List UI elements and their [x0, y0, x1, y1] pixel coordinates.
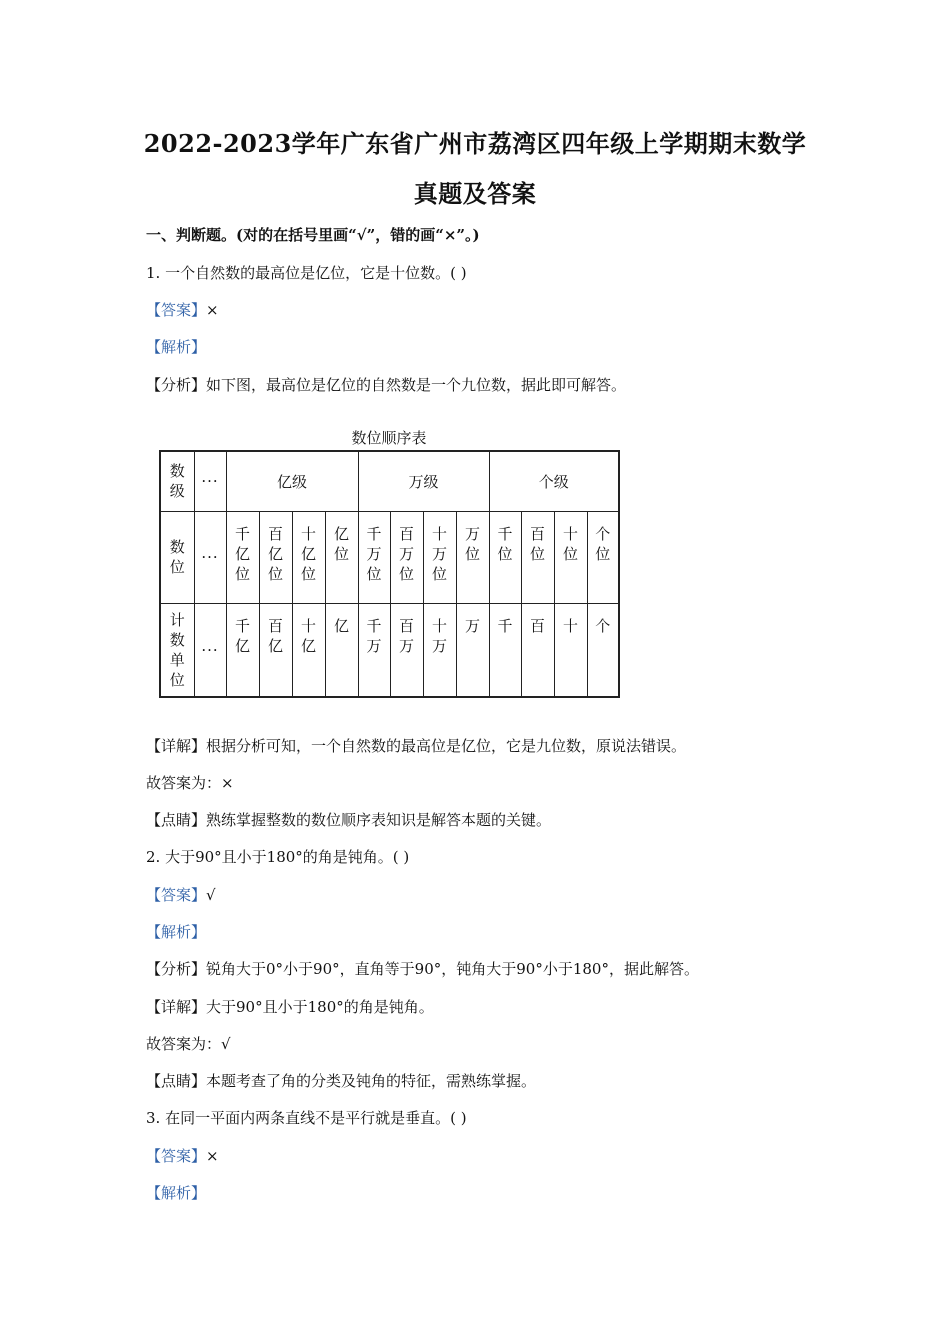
dianjing-tag: 【点睛】	[146, 1072, 207, 1090]
place-cell: 十万位	[432, 524, 448, 583]
answer-tag: 【答案】	[146, 1147, 207, 1165]
fenxi-text: 锐角大于0°小于90°，直角等于90°，钝角大于90°小于180°，据此解答。	[206, 960, 699, 978]
xiangjie-tag: 【详解】	[146, 737, 207, 755]
unit-cell: 百万	[399, 616, 415, 655]
q3-answer	[146, 1145, 219, 1166]
q2-answer	[146, 884, 216, 905]
q3-question: 3. 在同一平面内两条直线不是平行就是垂直。( )	[146, 1109, 467, 1127]
q2-question: 2. 大于90°且小于180°的角是钝角。( )	[146, 848, 410, 866]
q2-xiangjie	[146, 996, 434, 1017]
answer-value: √	[206, 886, 216, 904]
dianjing-tag: 【点睛】	[146, 811, 207, 829]
table-row-levels	[160, 451, 619, 511]
ellipsis: ···	[194, 603, 226, 697]
unit-cell: 百亿	[268, 616, 284, 655]
place-cell: 百亿位	[268, 524, 284, 583]
q1-xiangjie	[146, 735, 686, 756]
unit-cell: 百	[530, 616, 546, 635]
xiangjie-text: 大于90°且小于180°的角是钝角。	[206, 998, 434, 1016]
q1-jiexi-tag: 【解析】	[146, 338, 207, 356]
answer-tag: 【答案】	[146, 886, 207, 904]
dianjing-text: 熟练掌握整数的数位顺序表知识是解答本题的关键。	[206, 811, 552, 829]
table-row-places	[160, 511, 619, 603]
unit-cell: 亿	[334, 616, 350, 635]
xiangjie-text: 根据分析可知，一个自然数的最高位是亿位，它是九位数，原说法错误。	[206, 737, 687, 755]
row-label-unit: 计数单位	[169, 610, 185, 689]
q1-question: 1. 一个自然数的最高位是亿位，它是十位数。( )	[146, 264, 467, 282]
q1-dianjing	[146, 809, 551, 830]
fenxi-text: 如下图，最高位是亿位的自然数是一个九位数，据此即可解答。	[206, 376, 627, 394]
title-line-2: 真题及答案	[413, 179, 537, 208]
q1-final-answer: 故答案为：×	[146, 774, 234, 792]
fenxi-tag: 【分析】	[146, 960, 207, 978]
place-cell: 亿位	[334, 524, 350, 563]
unit-cell: 十万	[432, 616, 448, 655]
unit-cell: 十	[563, 616, 579, 635]
level-ge: 个级	[489, 451, 619, 511]
place-cell: 万位	[465, 524, 481, 563]
place-cell: 百位	[530, 524, 546, 563]
row-label-level: 数级	[169, 462, 185, 501]
place-value-table	[159, 450, 620, 698]
place-cell: 个位	[595, 524, 611, 563]
answer-tag: 【答案】	[146, 301, 207, 319]
place-cell: 千万位	[366, 524, 382, 583]
row-label-place: 数位	[169, 538, 185, 576]
ellipsis: ···	[194, 451, 226, 511]
ellipsis: ···	[194, 511, 226, 603]
q2-fenxi	[146, 958, 699, 979]
level-wan: 万级	[358, 451, 489, 511]
q2-jiexi-tag: 【解析】	[146, 923, 207, 941]
xiangjie-tag: 【详解】	[146, 998, 207, 1016]
fenxi-tag: 【分析】	[146, 376, 207, 394]
place-cell: 十亿位	[301, 524, 317, 583]
q1-fenxi	[146, 374, 626, 395]
place-cell: 十位	[563, 524, 579, 563]
level-yi: 亿级	[226, 451, 358, 511]
unit-cell: 千亿	[235, 616, 251, 655]
unit-cell: 千	[497, 616, 513, 635]
unit-cell: 十亿	[301, 616, 317, 655]
place-cell: 千亿位	[235, 524, 251, 583]
unit-cell: 万	[465, 616, 481, 635]
section-heading: 一、判断题。(对的在括号里画“√”，错的画“×”。)	[146, 226, 480, 244]
answer-value: ×	[206, 1147, 219, 1165]
q1-answer	[146, 299, 219, 320]
title-line-1: 2022-2023学年广东省广州市荔湾区四年级上学期期末数学	[143, 129, 807, 158]
unit-cell: 个	[595, 616, 611, 635]
dianjing-text: 本题考查了角的分类及钝角的特征，需熟练掌握。	[206, 1072, 537, 1090]
q3-jiexi-tag: 【解析】	[146, 1184, 207, 1202]
place-cell: 千位	[497, 524, 513, 563]
unit-cell: 千万	[366, 616, 382, 655]
q2-final-answer: 故答案为：√	[146, 1035, 231, 1053]
answer-value: ×	[206, 301, 219, 319]
table-row-units	[160, 603, 619, 697]
q2-dianjing	[146, 1070, 536, 1091]
table-caption: 数位顺序表	[351, 429, 427, 447]
place-cell: 百万位	[399, 524, 415, 583]
